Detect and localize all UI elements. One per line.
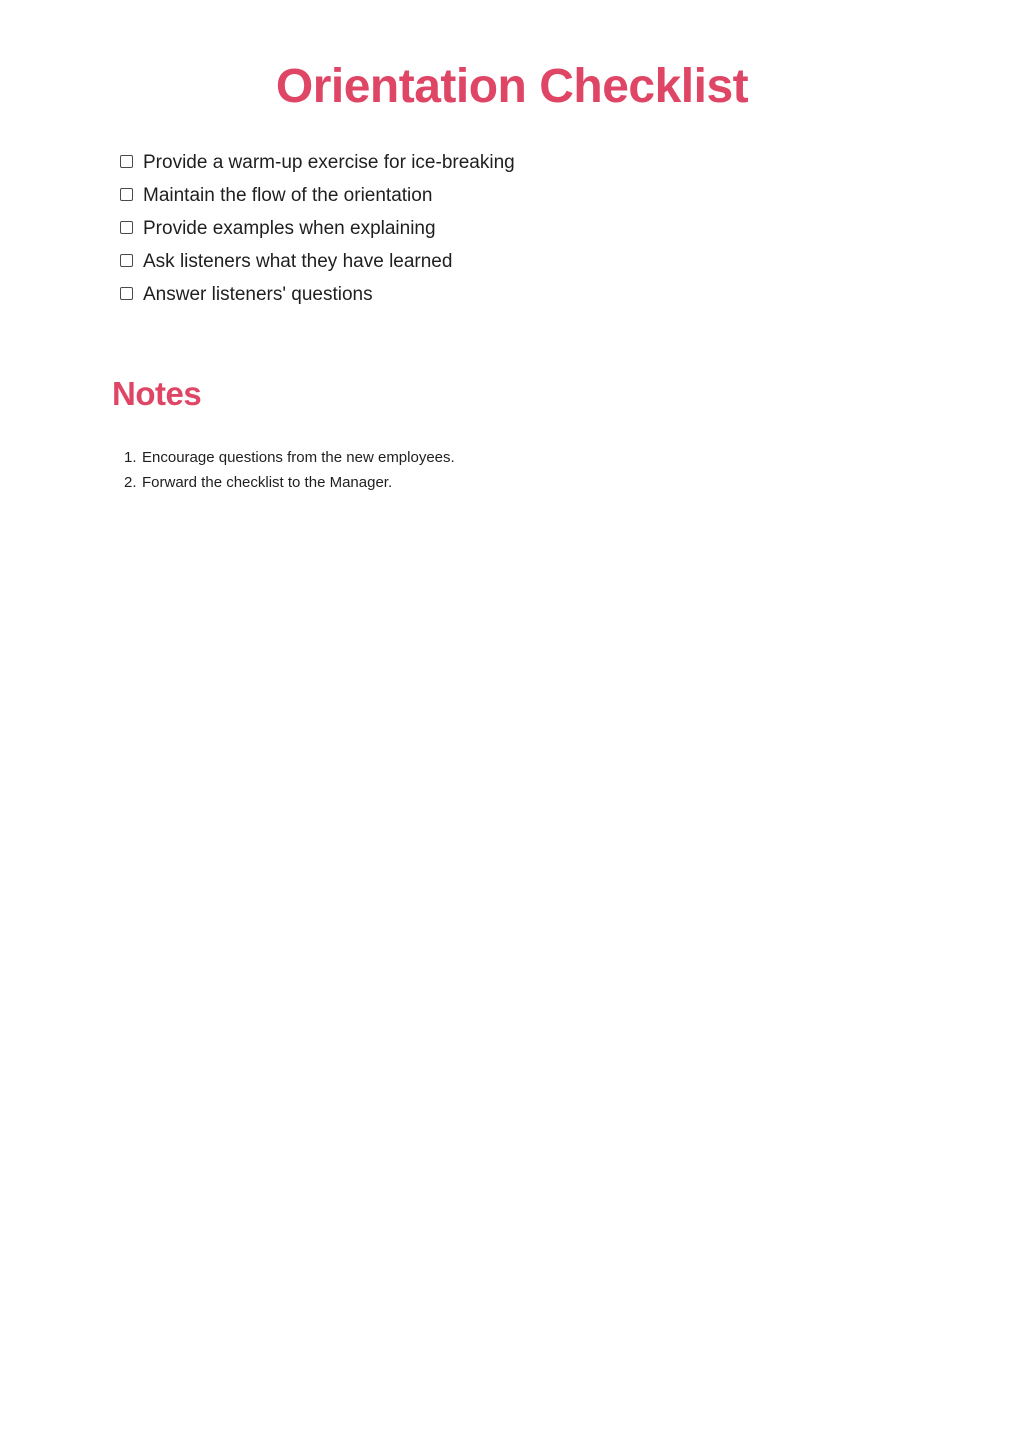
- checkbox[interactable]: [120, 155, 133, 168]
- note-text: Forward the checklist to the Manager.: [142, 474, 393, 491]
- checklist-item-label: Provide a warm-up exercise for ice-breaking: [143, 152, 515, 173]
- page-title: Orientation Checklist: [275, 60, 749, 113]
- note-number: 1.: [124, 449, 137, 466]
- checklist-item: [118, 179, 515, 212]
- checklist-item-label: Answer listeners' questions: [143, 284, 373, 305]
- checklist-item-label: Provide examples when explaining: [143, 218, 436, 239]
- checklist-item: [118, 278, 515, 311]
- note-text: Encourage questions from the new employees.: [142, 449, 455, 466]
- note-item: [124, 470, 455, 495]
- checkbox[interactable]: [120, 254, 133, 267]
- checkbox[interactable]: [120, 188, 133, 201]
- checklist-item-label: Maintain the flow of the orientation: [143, 185, 433, 206]
- checklist-item-label: Ask listeners what they have learned: [143, 251, 453, 272]
- notes-heading: Notes: [112, 375, 202, 412]
- checkbox[interactable]: [120, 221, 133, 234]
- checkbox[interactable]: [120, 287, 133, 300]
- notes-list: [124, 445, 455, 495]
- note-item: [124, 445, 455, 470]
- checklist-item: [118, 146, 515, 179]
- note-number: 2.: [124, 474, 137, 491]
- checklist-item: [118, 212, 515, 245]
- orientation-checklist: [118, 146, 515, 311]
- checklist-item: [118, 245, 515, 278]
